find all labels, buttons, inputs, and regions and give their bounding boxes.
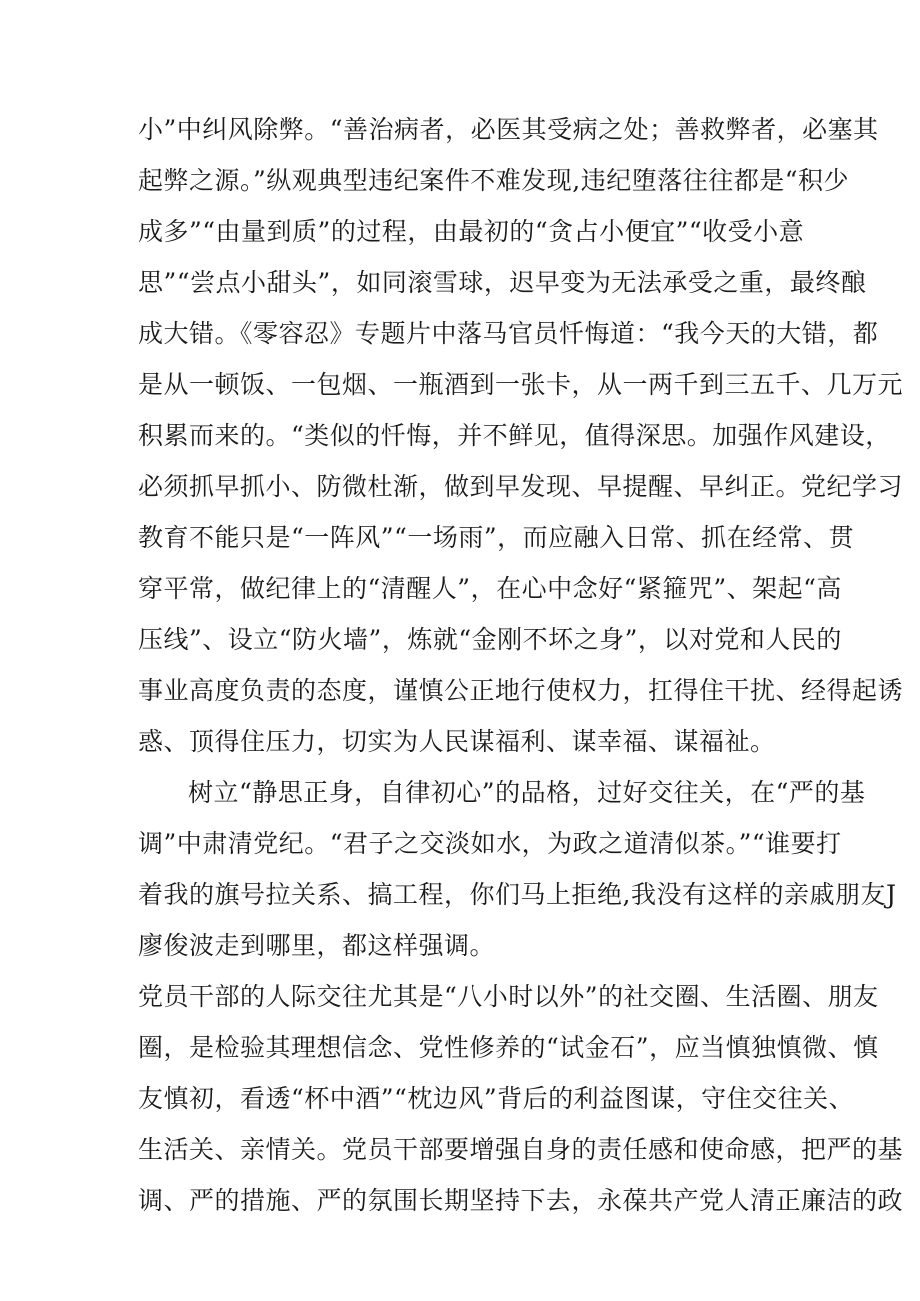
text-line: 积累而来的。“类似的忏悔，并不鲜见，值得深思。加强作风建设， xyxy=(138,421,891,450)
text-line: 惑、顶得住压力，切实为人民谋福利、谋幸福、谋福祉。 xyxy=(138,727,776,756)
text-line: 事业高度负责的态度，谨慎公正地行使权力，扛得住干扰、经得起诱 xyxy=(138,676,904,705)
text-line: 调、严的措施、严的氛围长期坚持下去，永葆共产党人清正廉洁的政 xyxy=(138,1186,904,1215)
text-line: 思”“尝点小甜头”，如同滚雪球，迟早变为无法承受之重，最终酿 xyxy=(138,268,867,297)
text-line: 压线”、设立“防火墙”，炼就“金刚不坏之身”，以对党和人民的 xyxy=(138,625,842,654)
text-line: 成多”“由量到质”的过程，由最初的“贪占小便宜”“收受小意 xyxy=(138,217,805,246)
text-line: 穿平常，做纪律上的“清醒人”，在心中念好“紧箍咒”、架起“高 xyxy=(138,574,842,603)
text-line: 是从一顿饭、一包烟、一瓶酒到一张卡，从一两千到三五千、几万元 xyxy=(138,370,904,399)
text-line: 调”中肃清党纪。“君子之交淡如水，为政之道清似茶。”“谁要打 xyxy=(138,829,842,858)
text-line: 必须抓早抓小、防微杜渐，做到早发现、早提醒、早纠正。党纪学习 xyxy=(138,472,904,501)
text-line: 成大错。《零容忍》专题片中落马官员忏悔道：“我今天的大错，都 xyxy=(138,319,879,348)
text-line: 廖俊波走到哪里，都这样强调。 xyxy=(138,931,496,960)
paragraph-first-line: 党员干部的人际交往尤其是“八小时以外”的社交圈、生活圈、朋友 xyxy=(138,982,879,1011)
text-line: 圈，是检验其理想信念、党性修养的“试金石”，应当慎独慎微、慎 xyxy=(138,1033,879,1062)
text-line: 友慎初，看透“杯中酒”“枕边风”背后的利益图谋，守住交往关、 xyxy=(138,1084,855,1113)
text-line: 起弊之源。”纵观典型违纪案件不难发现,违纪堕落往往都是“积少 xyxy=(138,166,850,195)
text-line: 教育不能只是“一阵风”“一场雨”，而应融入日常、抓在经常、贯 xyxy=(138,523,855,552)
text-line: 着我的旗号拉关系、搞工程，你们马上拒绝,我没有这样的亲戚朋友J xyxy=(138,880,897,909)
text-line: 小”中纠风除弊。“善治病者，必医其受病之处；善救弊者，必塞其 xyxy=(138,115,879,144)
text-line: 生活关、亲情关。党员干部要增强自身的责任感和使命感，把严的基 xyxy=(138,1135,904,1164)
paragraph-first-line: 树立“静思正身，自律初心”的品格，过好交往关，在“严的基 xyxy=(188,778,866,807)
